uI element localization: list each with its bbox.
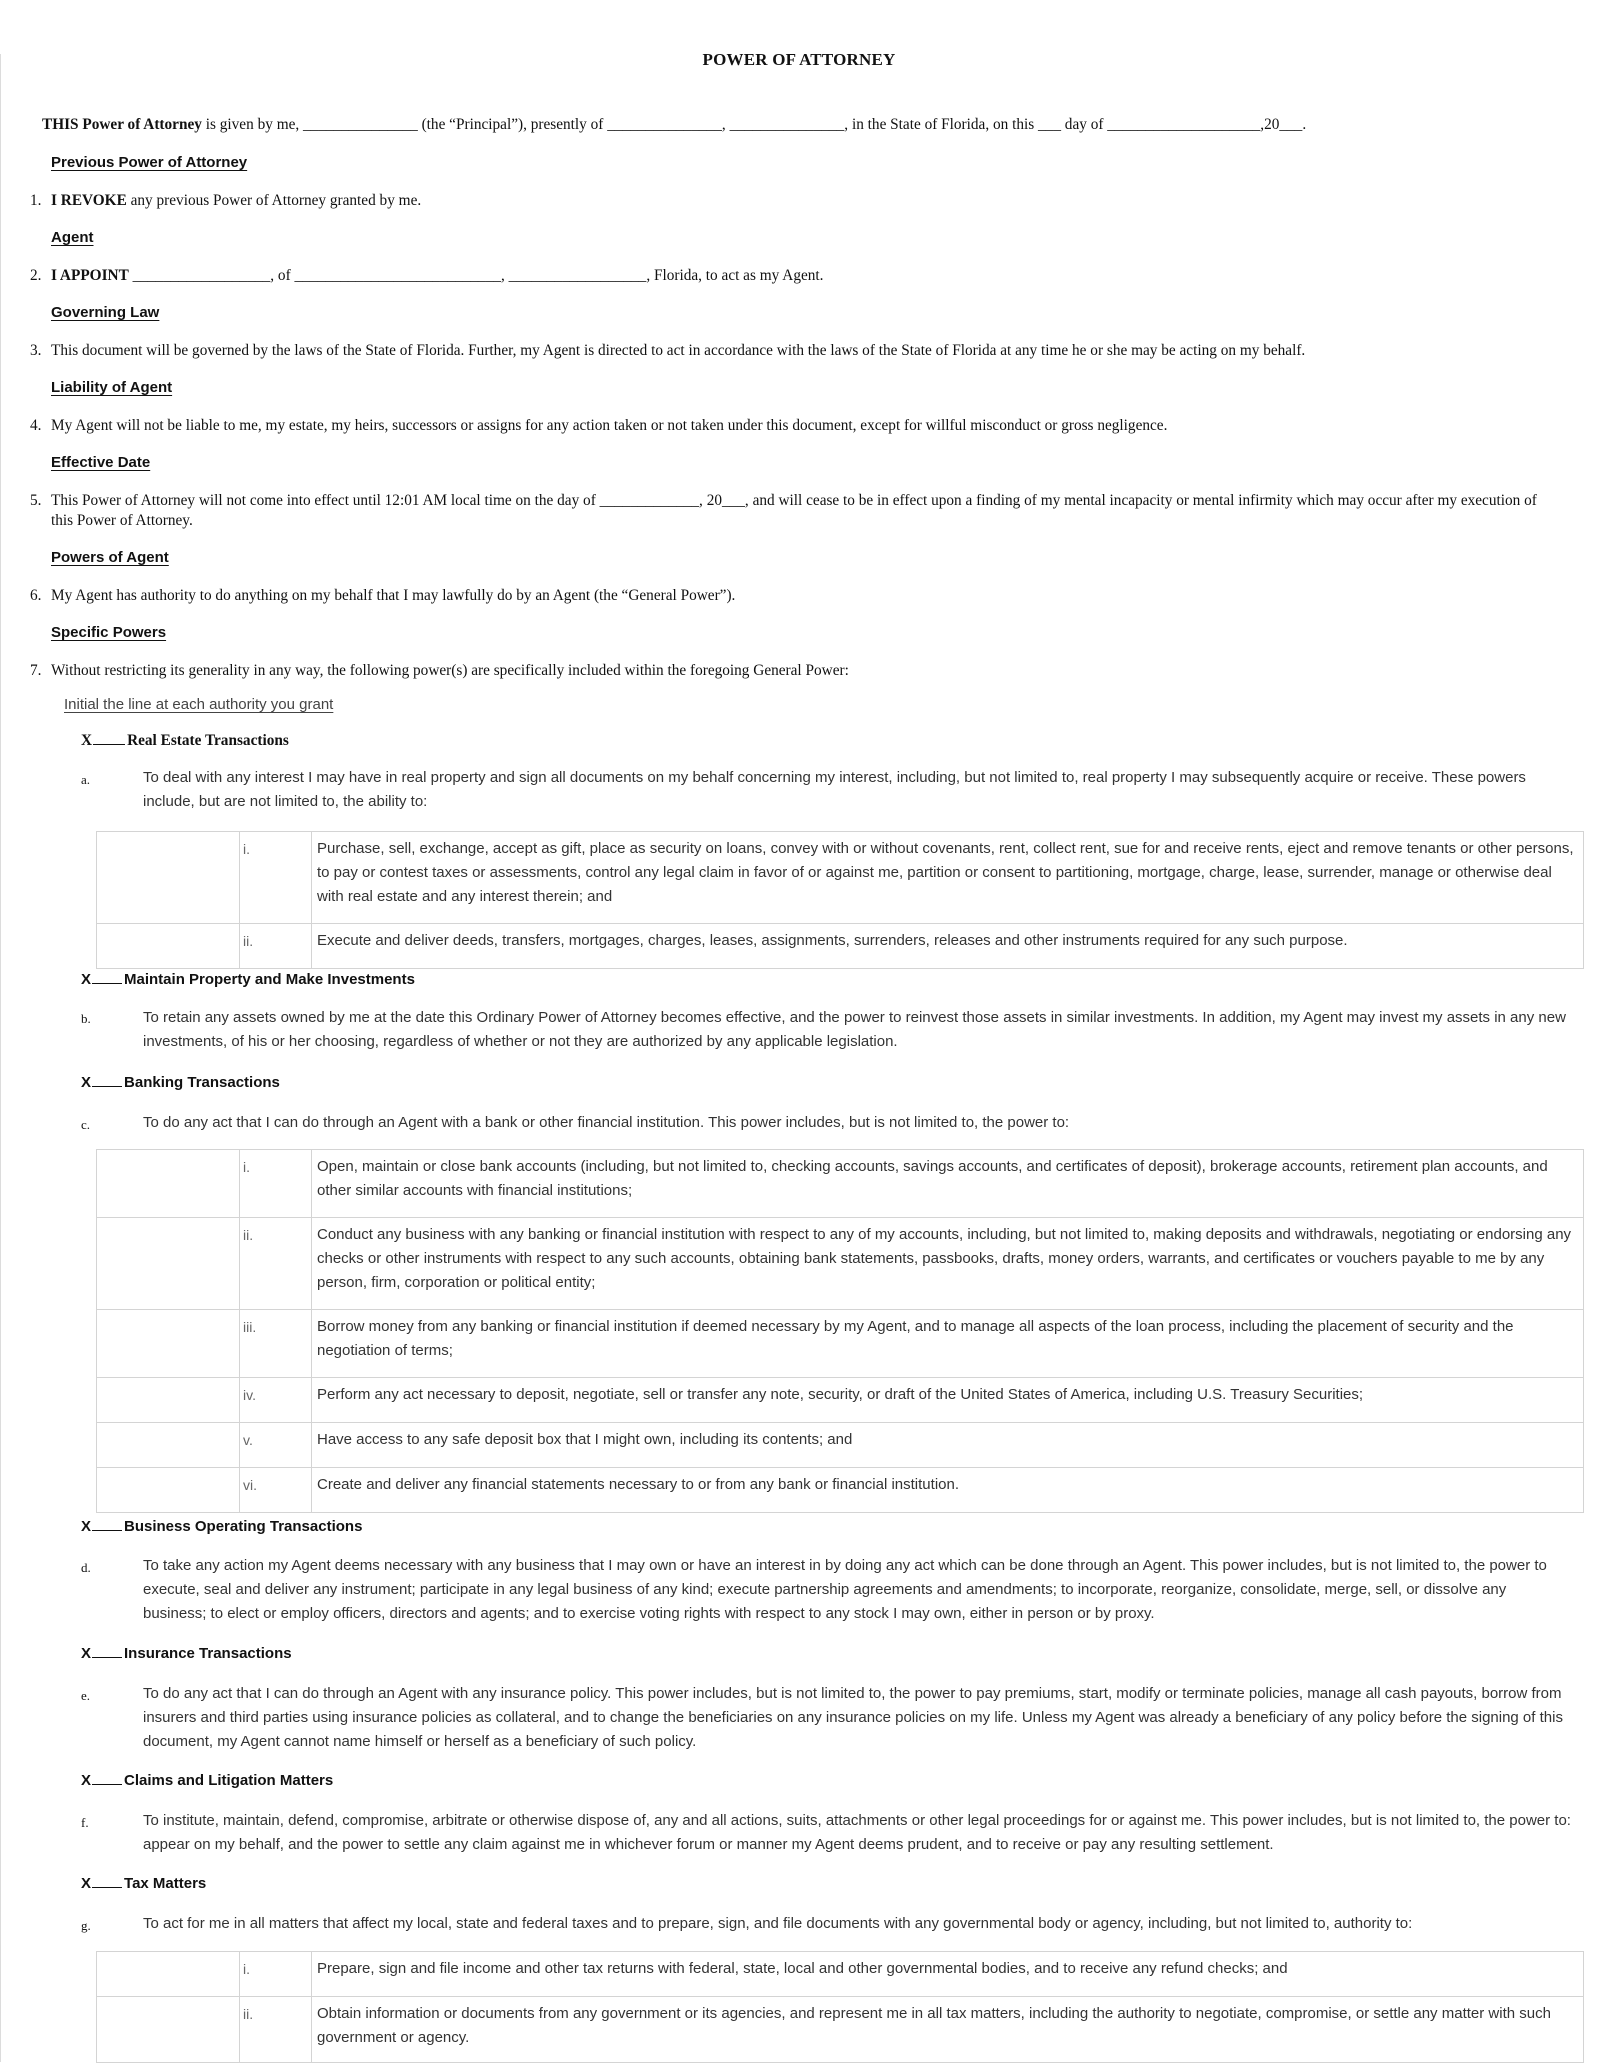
initial-mark: X [81,1772,92,1789]
initial-line[interactable] [93,743,125,745]
table-row [97,1997,1584,2063]
table-row [97,1423,1584,1468]
clause-number: 6. [30,587,42,604]
power-text: To do any act that I can do through an Agent with any insurance policy. This power includes, but is not limited to, the power to pay premiums, start, modify or terminate policies, manage all cash payouts, borrow from insurers and third parties using insurance policies as collateral, and to change the beneficiaries on any insurance policies on my life. Unless my Agent was already a beneficiary of any policy before the signing of this document, my Agent cannot name himself or herself as a beneficiary of such policy. [143,1685,1563,1750]
initial-line[interactable] [92,1886,122,1888]
sub-text: Open, maintain or close bank accounts (including, but not limited to, checking accounts, savings accounts, and certificates of deposit), brokerage accounts, retirement plan accounts, and other similar accounts with financial institutions; [312,1150,1584,1218]
clause-text: This Power of Attorney will not come into effect until 12:01 AM local time on the day of _____________, 20___, and will cease to be in effect upon a finding of my mental incapacity or mental infirmity which may occur after my execution of this Power of Attorney. [51,492,1537,529]
table-row [97,1150,1584,1218]
power-letter: g. [81,1918,91,1933]
initial-mark: X [81,1875,92,1892]
clause-text: Without restricting its generality in any way, the following power(s) are specifically included within the foregoing General Power: [51,662,849,679]
power-title: Maintain Property and Make Investments [124,971,415,988]
power-head-tax [81,1875,206,1892]
initial-line[interactable] [92,1656,122,1658]
intro-lead: THIS Power of Attorney [42,116,202,133]
sub-number: iii. [240,1310,312,1378]
clause-text: any previous Power of Attorney granted by me. [126,192,422,209]
clause-text: __________________, of ___________________________, __________________, Florida, to act as my Agent. [128,267,824,284]
clause-lead: I APPOINT [51,267,129,284]
initial-mark: X [81,732,93,749]
power-title: Business Operating Transactions [124,1518,363,1535]
power-text: To act for me in all matters that affect my local, state and federal taxes and to prepare, sign, and file documents with any governmental body or agency, including, but not limited to, authority to: [143,1915,1413,1932]
table-row [97,1378,1584,1423]
sub-powers-table-a [96,831,1584,969]
power-letter: a. [81,772,91,787]
table-row [97,924,1584,969]
initial-mark: X [81,1074,92,1091]
table-row [97,1952,1584,1997]
heading-governing-law: Governing Law [51,304,160,321]
clause-number: 3. [30,342,42,359]
power-letter: f. [81,1815,89,1830]
power-letter: b. [81,1011,91,1026]
table-row [97,1218,1584,1310]
power-title: Real Estate Transactions [127,732,289,749]
power-text: To institute, maintain, defend, compromise, arbitrate or otherwise dispose of, any and all actions, suits, attachments or other legal proceedings for or against me. This power includes, but is not limited to, the power to: appear on my behalf, and the power to settle any claim against me in whichever forum or manner my Agent deems prudent, and to receive or pay any resulting settlement. [143,1812,1571,1853]
document-title: POWER OF ATTORNEY [702,50,896,69]
power-text: To do any act that I can do through an Agent with a bank or other financial institution. This power includes, but is not limited to, the power to: [143,1114,1070,1131]
initial-mark: X [81,1645,92,1662]
clause-text: This document will be governed by the laws of the State of Florida. Further, my Agent is directed to act in accordance with the laws of the State of Florida at any time he or she may be acting on my behalf. [51,342,1306,359]
sub-text: Perform any act necessary to deposit, negotiate, sell or transfer any note, security, or draft of the United States of America, including U.S. Treasury Securities; [312,1378,1584,1423]
sub-number: i. [240,1150,312,1218]
initial-line[interactable] [92,982,122,984]
sub-number: v. [240,1423,312,1468]
power-title: Claims and Litigation Matters [124,1772,334,1789]
power-head-maintain-property [81,971,415,988]
power-title: Insurance Transactions [124,1645,292,1662]
sub-number: ii. [240,924,312,969]
power-head-real-estate [81,732,289,750]
clause-number: 2. [30,267,42,284]
power-title: Banking Transactions [124,1074,280,1091]
initial-line[interactable] [92,1085,122,1087]
sub-powers-table-g [96,1951,1584,2063]
sub-number: ii. [240,1218,312,1310]
clause-lead: I REVOKE [51,192,127,209]
heading-specific-powers: Specific Powers [51,624,167,641]
heading-liability: Liability of Agent [51,379,173,396]
sub-text: Create and deliver any financial statements necessary to or from any bank or financial institution. [312,1468,1584,1513]
power-title: Tax Matters [124,1875,207,1892]
sub-number: i. [240,832,312,924]
sub-number: i. [240,1952,312,1997]
sub-powers-table-c [96,1149,1584,1513]
sub-text: Have access to any safe deposit box that I might own, including its contents; and [312,1423,1584,1468]
clause-text: My Agent has authority to do anything on my behalf that I may lawfully do by an Agent (the “General Power”). [51,587,736,604]
power-text: To retain any assets owned by me at the date this Ordinary Power of Attorney becomes effective, and the power to reinvest those assets in similar investments. In addition, my Agent may invest my assets in any new investments, of his or her choosing, regardless of whether or not they are authorized by any applicable legislation. [143,1009,1566,1050]
power-head-insurance [81,1645,292,1662]
heading-previous-power: Previous Power of Attorney [51,154,248,171]
initial-line[interactable] [92,1783,122,1785]
power-head-business [81,1518,362,1535]
power-head-banking [81,1074,280,1091]
table-row [97,1310,1584,1378]
power-letter: c. [81,1117,91,1132]
clause-number: 1. [30,192,42,209]
intro-text: is given by me, _______________ (the “Principal”), presently of _______________, _______________, in the State of Florida, on this ___ day of ____________________,20___. [201,116,1307,133]
power-head-claims [81,1772,333,1789]
initial-line[interactable] [92,1529,122,1531]
sub-number: vi. [240,1468,312,1513]
clause-number: 5. [30,492,42,509]
heading-effective-date: Effective Date [51,454,151,471]
sub-text: Borrow money from any banking or financial institution if deemed necessary by my Agent, and to manage all aspects of the loan process, including the placement of security and the negotiation of terms; [312,1310,1584,1378]
power-text: To take any action my Agent deems necessary with any business that I may own or have an interest in by doing any act which can be done through an Agent. This power includes, but is not limited to, the power to execute, seal and deliver any instrument; participate in any legal business of any kind; execute partnership agreements and amendments; to incorporate, reorganize, consolidate, merge, sell, or dissolve any business; to elect or employ officers, directors and agents; and to exercise voting rights with respect to any stock I may own, either in person or by proxy. [143,1557,1547,1622]
table-row [97,832,1584,924]
table-row [97,1468,1584,1513]
heading-agent: Agent [51,229,94,246]
initial-instruction: Initial the line at each authority you grant [64,696,334,713]
clause-number: 4. [30,417,42,434]
power-letter: d. [81,1560,91,1575]
sub-number: ii. [240,1997,312,2063]
sub-text: Prepare, sign and file income and other tax returns with federal, state, local and other governmental bodies, and to receive any refund checks; and [312,1952,1584,1997]
sub-text: Conduct any business with any banking or financial institution with respect to any of my accounts, including, but not limited to, making deposits and withdrawals, negotiating or endorsing any checks or other instruments with respect to any such accounts, obtaining bank statements, passbooks, drafts, money orders, warrants, and certificates or vouchers payable to me by any person, firm, corporation or political entity; [312,1218,1584,1310]
sub-text: Obtain information or documents from any government or its agencies, and represent me in all tax matters, including the authority to negotiate, compromise, or settle any matter with such government or agency. [312,1997,1584,2063]
power-letter: e. [81,1688,91,1703]
initial-mark: X [81,1518,92,1535]
power-text: To deal with any interest I may have in real property and sign all documents on my behalf concerning my interest, including, but not limited to, real property I may subsequently acquire or receive. These powers include, but are not limited to, the ability to: [143,769,1526,810]
sub-text: Purchase, sell, exchange, accept as gift, place as security on loans, convey with or without covenants, rent, collect rent, sue for and receive rents, eject and remove tenants or other persons, to pay or contest taxes or assessments, control any legal claim in favor of or against me, partition or consent to partitioning, mortgage, charge, lease, surrender, manage or otherwise deal with real estate and any interest therein; and [312,832,1584,924]
intro-paragraph [42,116,1306,134]
sub-number: iv. [240,1378,312,1423]
heading-powers-of-agent: Powers of Agent [51,549,169,566]
initial-mark: X [81,971,92,988]
clause-text: My Agent will not be liable to me, my estate, my heirs, successors or assigns for any action taken or not taken under this document, except for willful misconduct or gross negligence. [51,417,1168,434]
clause-number: 7. [30,662,42,679]
sub-text: Execute and deliver deeds, transfers, mortgages, charges, leases, assignments, surrenders, releases and other instruments required for any such purpose. [312,924,1584,969]
